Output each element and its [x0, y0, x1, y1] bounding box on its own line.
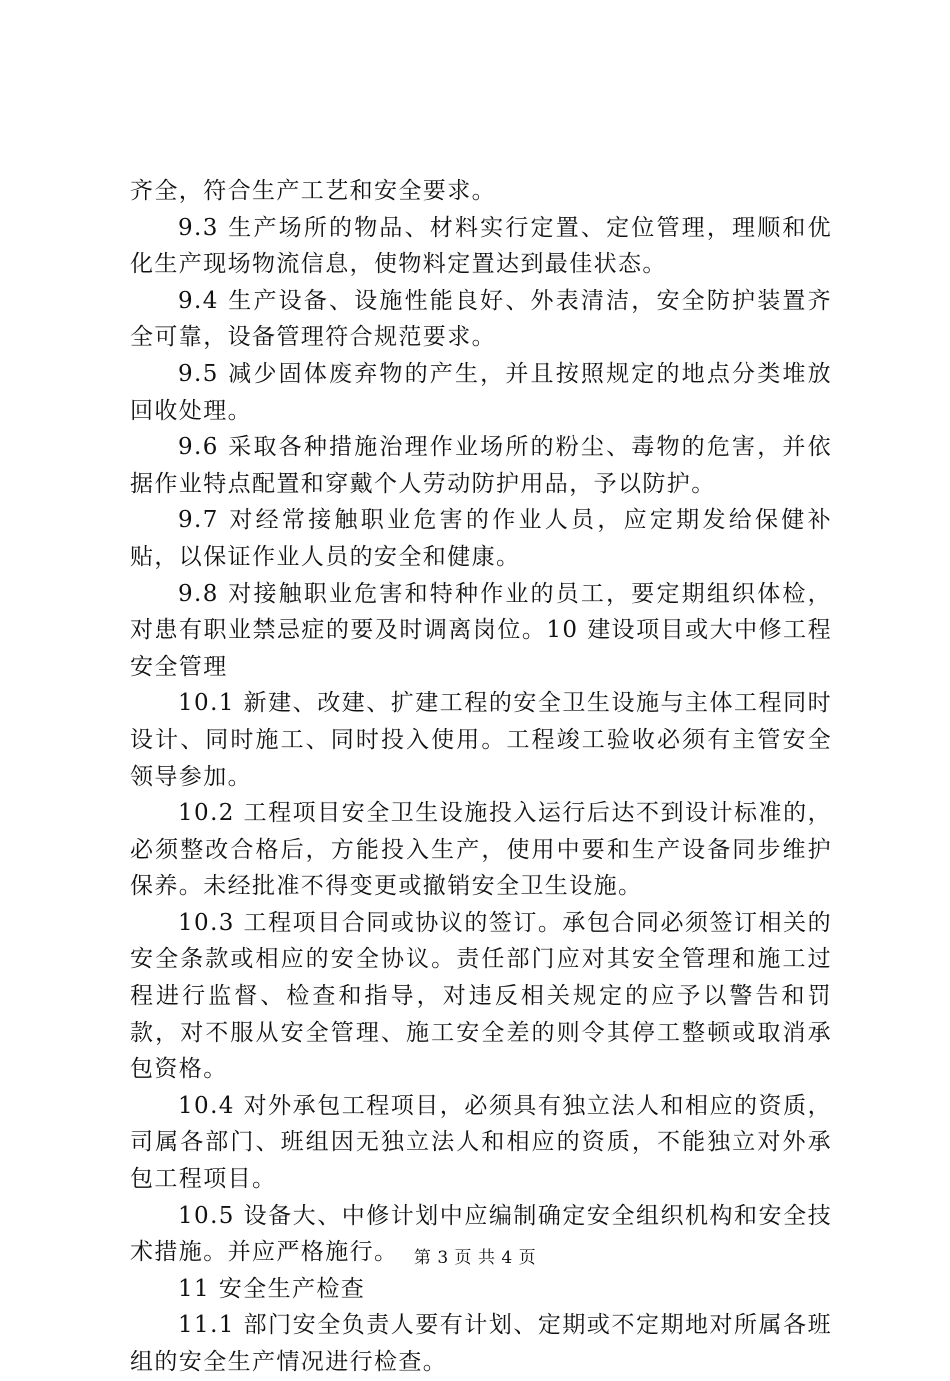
paragraph: 9.7 对经常接触职业危害的作业人员，应定期发给保健补贴，以保证作业人员的安全和健康。: [130, 507, 832, 570]
paragraph: 10.1 新建、改建、扩建工程的安全卫生设施与主体工程同时设计、同时施工、同时投入使用。工程竣工验收必须有主管安全领导参加。: [130, 690, 832, 790]
page-footer: 第 3 页 共 4 页: [413, 1248, 537, 1268]
paragraph: 9.5 减少固体废弃物的产生，并且按照规定的地点分类堆放回收处理。: [130, 360, 832, 424]
paragraph: 9.3 生产场所的物品、材料实行定置、定位管理，理顺和优化生产现场物流信息，使物料定置达到最佳状态。: [130, 214, 832, 278]
paragraph: 11.1 部门安全负责人要有计划、定期或不定期地对所属各班组的安全生产情况进行检查。: [130, 1312, 832, 1375]
paragraph: 9.8 对接触职业危害和特种作业的员工，要定期组织体检，对患有职业禁忌症的要及时调离岗位。10 建设项目或大中修工程安全管理: [130, 580, 832, 680]
paragraph: 10.2 工程项目安全卫生设施投入运行后达不到设计标准的，必须整改合格后，方能投入生产，使用中要和生产设备同步维护保养。未经批准不得变更或撤销安全卫生设施。: [130, 800, 832, 900]
section-heading: 11 安全生产检查: [178, 1275, 366, 1302]
paragraph: 10.3 工程项目合同或协议的签订。承包合同必须签订相关的安全条款或相应的安全协议。责任部门应对其安全管理和施工过程进行监督、检查和指导，对违反相关规定的应予以警告和罚款，对不服从安全管理、施工安全差的则令其停工整顿或取消承包资格。: [130, 909, 832, 1083]
paragraph: 9.6 采取各种措施治理作业场所的粉尘、毒物的危害，并依据作业特点配置和穿戴个人劳动防护用品，予以防护。: [130, 434, 832, 497]
paragraph: 齐全，符合生产工艺和安全要求。: [130, 178, 496, 204]
paragraph: 9.4 生产设备、设施性能良好、外表清洁，安全防护装置齐全可靠，设备管理符合规范要求。: [130, 287, 832, 351]
paragraph: 10.4 对外承包工程项目，必须具有独立法人和相应的资质，司属各部门、班组因无独立法人和相应的资质，不能独立对外承包工程项目。: [130, 1092, 832, 1193]
paragraph: 10.5 设备大、中修计划中应编制确定安全组织机构和安全技术措施。并应严格施行。: [130, 1202, 832, 1266]
document-body: [130, 173, 832, 1381]
